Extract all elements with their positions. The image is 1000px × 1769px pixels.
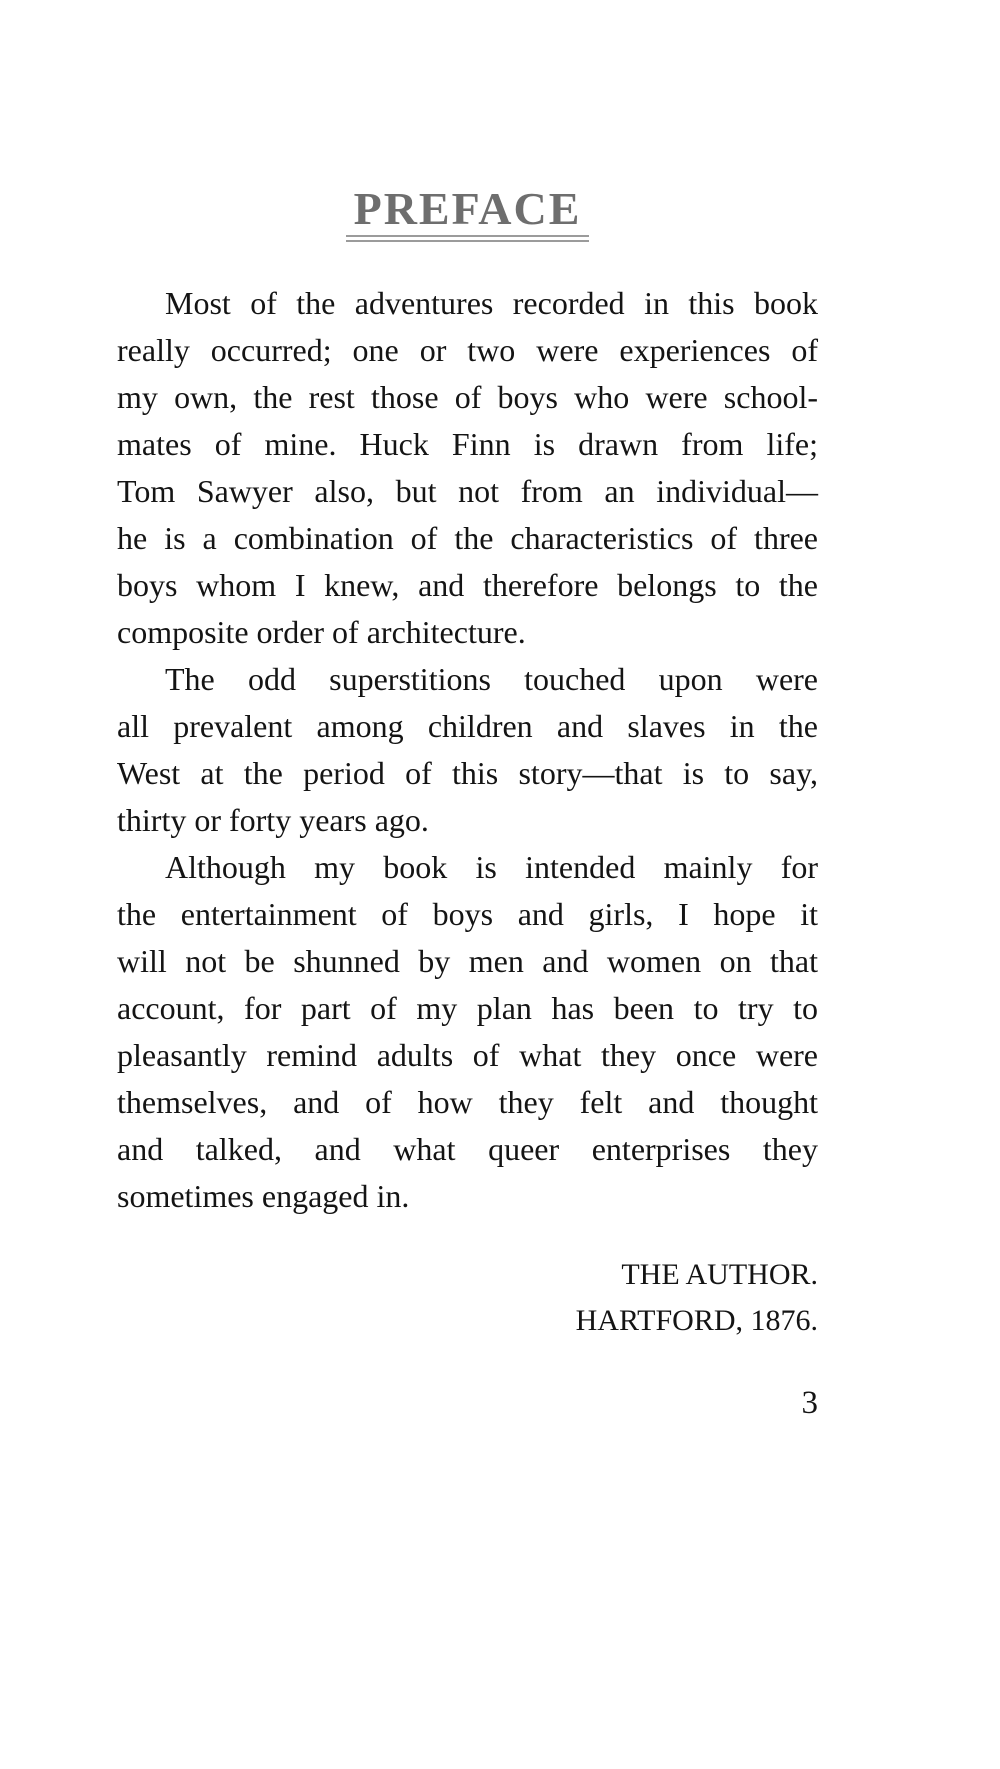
page-title: PREFACE	[346, 186, 590, 242]
text-line: Most of the adventures recorded in this book	[165, 285, 818, 321]
book-page	[0, 183, 1000, 1769]
text-line: mates of mine. Huck Finn is drawn from life;	[117, 426, 818, 462]
paragraph	[117, 280, 818, 656]
text-line: Although my book is intended mainly for	[165, 849, 818, 885]
text-line: all prevalent among children and slaves in the	[117, 708, 818, 744]
paragraph	[117, 656, 818, 844]
text-line: account, for part of my plan has been to try to	[117, 990, 818, 1026]
text-line: themselves, and of how they felt and thought	[117, 1084, 818, 1120]
preface-body	[117, 280, 818, 1220]
text-line: pleasantly remind adults of what they once were	[117, 1037, 818, 1073]
text-line: boys whom I knew, and therefore belongs to the	[117, 567, 818, 603]
title-block	[117, 183, 818, 242]
signature-block	[117, 1252, 818, 1344]
text-line: the entertainment of boys and girls, I hope it	[117, 896, 818, 932]
text-line: The odd superstitions touched upon were	[165, 661, 818, 697]
text-line: composite order of architecture.	[117, 614, 526, 650]
text-line: my own, the rest those of boys who were school-	[117, 379, 818, 415]
signature-author: THE AUTHOR.	[621, 1258, 818, 1291]
text-line: will not be shunned by men and women on that	[117, 943, 818, 979]
text-line: thirty or forty years ago.	[117, 802, 429, 838]
text-line: he is a combination of the characteristics of three	[117, 520, 818, 556]
page-number: 3	[801, 1385, 818, 1421]
text-line: Tom Sawyer also, but not from an individual—	[117, 473, 818, 509]
text-line: West at the period of this story—that is to say,	[117, 755, 818, 791]
paragraph	[117, 844, 818, 1220]
text-line: really occurred; one or two were experiences of	[117, 332, 818, 368]
text-line: and talked, and what queer enterprises they	[117, 1131, 818, 1167]
signature-place-date: HARTFORD, 1876.	[575, 1304, 818, 1337]
text-line: sometimes engaged in.	[117, 1178, 410, 1214]
